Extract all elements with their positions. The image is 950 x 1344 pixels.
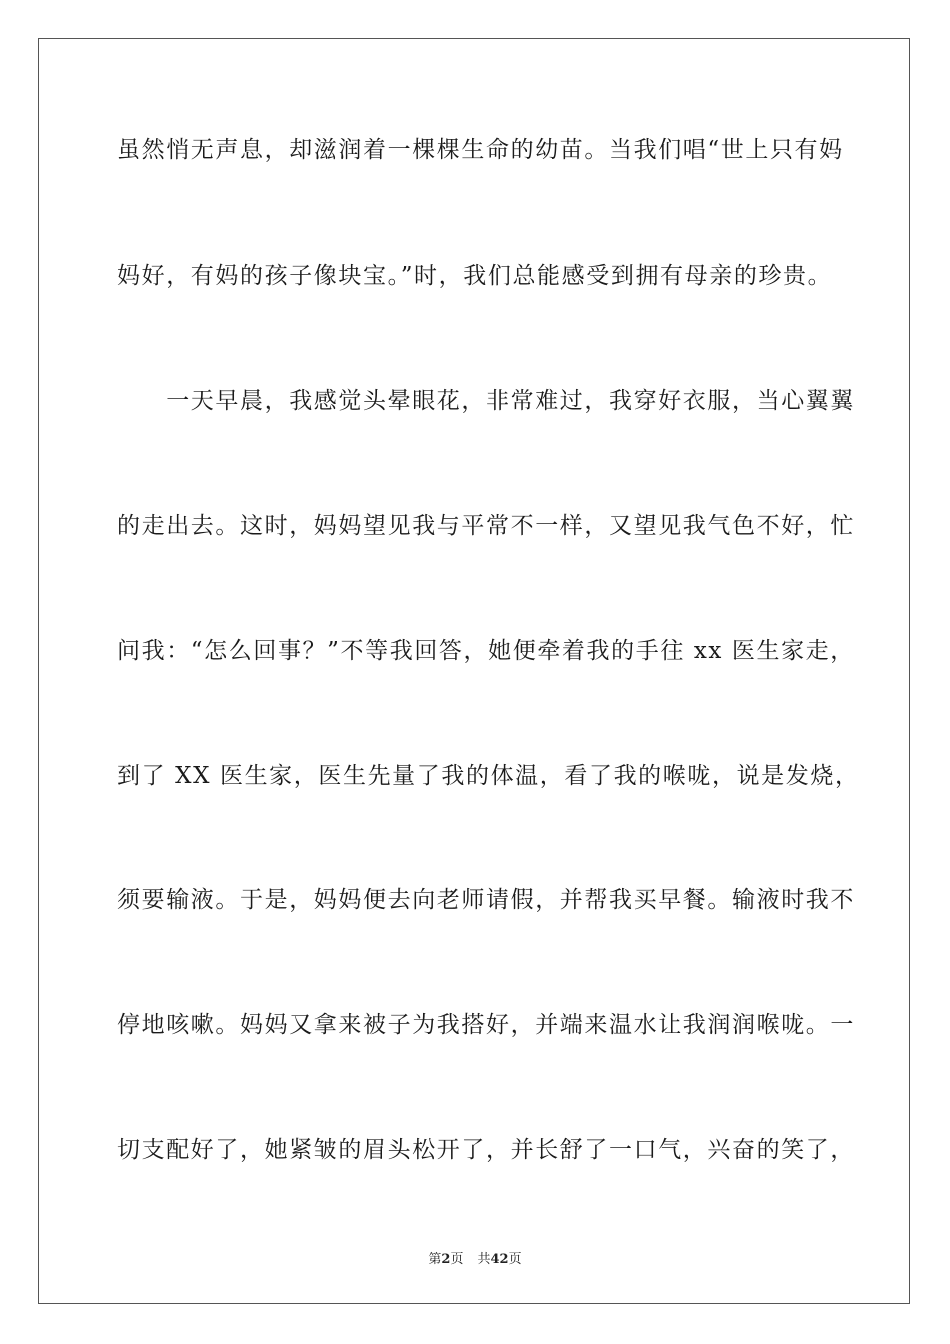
page-border [38, 38, 910, 1304]
total-pages: 42 [490, 1252, 509, 1267]
total-suffix: 页 [508, 1252, 522, 1267]
text-line-4: 的走出去。这时，妈妈望见我与平常不一样，又望见我气色不好，忙 [117, 513, 855, 539]
page-suffix: 页 [450, 1252, 464, 1267]
page-number: 2 [441, 1252, 451, 1267]
text-line-5: 问我：“怎么回事？”不等我回答，她便牵着我的手往 xx 医生家走， [117, 638, 855, 664]
text-line-7: 须要输液。于是，妈妈便去向老师请假，并帮我买早餐。输液时我不 [117, 887, 855, 913]
text-line-3: 一天早晨，我感觉头晕眼花，非常难过，我穿好衣服，当心翼翼 [117, 388, 855, 414]
page-footer [0, 1248, 950, 1267]
page-prefix: 第 [428, 1252, 442, 1267]
text-line-6: 到了 XX 医生家，医生先量了我的体温，看了我的喉咙，说是发烧， [117, 763, 860, 789]
text-line-8: 停地咳嗽。妈妈又拿来被子为我搭好，并端来温水让我润润喉咙。一 [117, 1012, 855, 1038]
text-line-2: 妈好，有妈的孩子像块宝。”时，我们总能感受到拥有母亲的珍贵。 [117, 263, 833, 289]
text-line-9: 切支配好了，她紧皱的眉头松开了，并长舒了一口气，兴奋的笑了， [117, 1137, 855, 1163]
text-line-1: 虽然悄无声息，却滋润着一棵棵生命的幼苗。当我们唱“世上只有妈 [117, 137, 844, 163]
total-prefix: 共 [477, 1252, 491, 1267]
